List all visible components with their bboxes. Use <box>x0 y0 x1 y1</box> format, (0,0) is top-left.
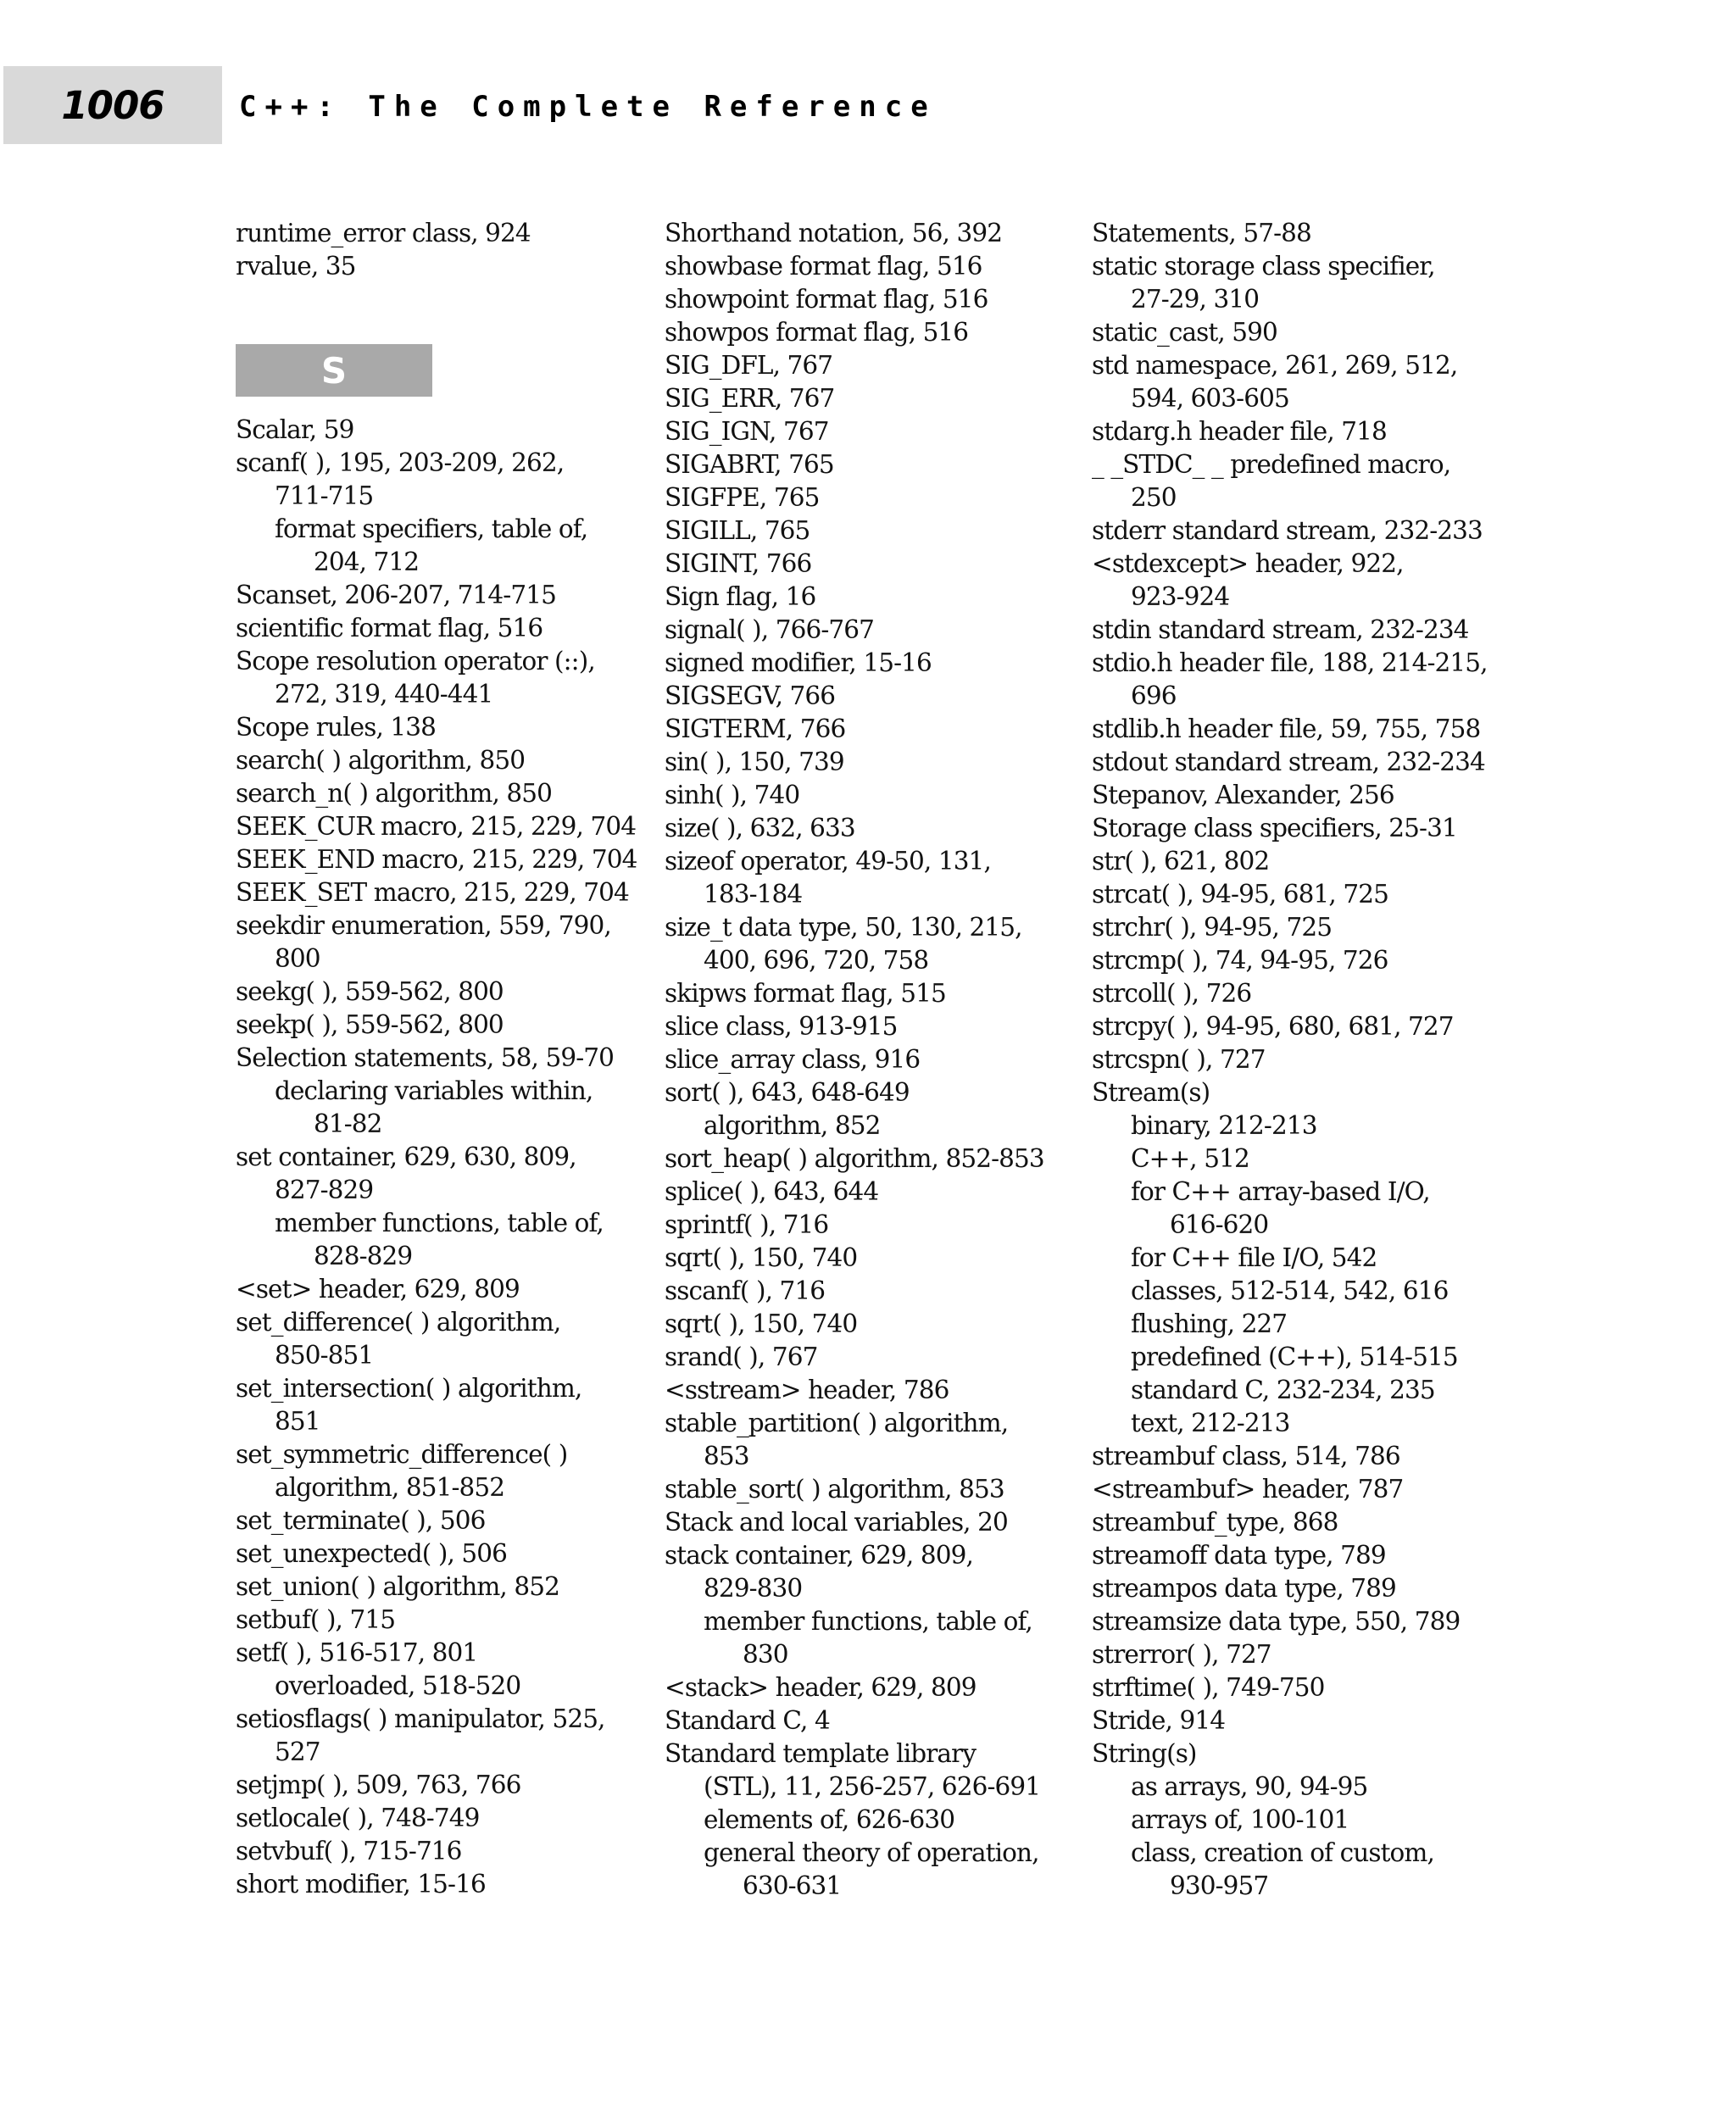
index-entry: sin( ), 150, 739 <box>665 748 844 776</box>
index-subentry: elements of, 626-630 <box>704 1805 955 1834</box>
index-entry: setlocale( ), 748-749 <box>236 1804 480 1832</box>
index-entry: seekp( ), 559-562, 800 <box>236 1010 504 1039</box>
index-entry: SEEK_CUR macro, 215, 229, 704 <box>236 812 637 841</box>
index-subentry: 850-851 <box>275 1341 374 1370</box>
index-entry: SIG_ERR, 767 <box>665 384 835 413</box>
index-entry: sort_heap( ) algorithm, 852-853 <box>665 1144 1044 1173</box>
index-entry: sqrt( ), 150, 740 <box>665 1243 858 1272</box>
running-head: C++: The Complete Reference <box>239 90 937 124</box>
index-entry: SIGFPE, 765 <box>665 483 820 512</box>
index-entry: Scalar, 59 <box>236 415 354 444</box>
index-subentry: 250 <box>1131 483 1177 512</box>
index-entry: SIGTERM, 766 <box>665 714 846 743</box>
index-subentry: 829-830 <box>704 1574 803 1603</box>
index-entry: slice class, 913-915 <box>665 1012 898 1041</box>
index-subentry: 27-29, 310 <box>1131 285 1260 314</box>
index-entry: Sign flag, 16 <box>665 582 816 611</box>
section-spacer <box>236 283 651 344</box>
index-entry: SEEK_SET macro, 215, 229, 704 <box>236 878 629 907</box>
index-subentry: predefined (C++), 514-515 <box>1131 1343 1458 1371</box>
index-subentry: 828-829 <box>314 1242 413 1270</box>
index-entry: Storage class specifiers, 25-31 <box>1092 814 1457 842</box>
index-entry: Stream(s) <box>1092 1078 1210 1107</box>
index-subentry: overloaded, 518-520 <box>275 1671 521 1700</box>
index-entry: sscanf( ), 716 <box>665 1276 826 1305</box>
index-column-1 <box>236 217 651 1901</box>
index-entry: scanf( ), 195, 203-209, 262, <box>236 448 565 477</box>
index-subentry: binary, 212-213 <box>1131 1111 1317 1140</box>
index-entry: slice_array class, 916 <box>665 1045 921 1074</box>
index-entry: set_intersection( ) algorithm, <box>236 1374 582 1403</box>
index-subentry: for C++ array-based I/O, <box>1131 1177 1430 1206</box>
index-column-2 <box>665 217 1080 1903</box>
index-entry: SIGILL, 765 <box>665 516 810 545</box>
index-entry: set container, 629, 630, 809, <box>236 1142 576 1171</box>
index-entry: static storage class specifier, <box>1092 252 1435 281</box>
index-entry: streamoff data type, 789 <box>1092 1541 1386 1570</box>
index-subentry: 830 <box>743 1640 788 1669</box>
index-entry: search( ) algorithm, 850 <box>236 746 526 775</box>
index-entry: stack container, 629, 809, <box>665 1541 973 1570</box>
section-letter-heading: S <box>236 344 432 397</box>
index-column-3 <box>1092 217 1507 1903</box>
index-entry: strerror( ), 727 <box>1092 1640 1271 1669</box>
index-entry: signal( ), 766-767 <box>665 615 875 644</box>
index-subentry: 923-924 <box>1131 582 1230 611</box>
index-subentry: 711-715 <box>275 481 374 510</box>
index-entry: streampos data type, 789 <box>1092 1574 1396 1603</box>
index-subentry: 527 <box>275 1737 320 1766</box>
index-entry: sort( ), 643, 648-649 <box>665 1078 910 1107</box>
index-subentry: algorithm, 851-852 <box>275 1473 505 1502</box>
index-entry: Scope rules, 138 <box>236 713 437 742</box>
index-entry: stderr standard stream, 232-233 <box>1092 516 1483 545</box>
index-entry: splice( ), 643, 644 <box>665 1177 879 1206</box>
index-entry: SIGABRT, 765 <box>665 450 834 479</box>
index-entry: _ _STDC_ _ predefined macro, <box>1092 450 1451 479</box>
index-subentry: 204, 712 <box>314 548 420 576</box>
index-entry: setjmp( ), 509, 763, 766 <box>236 1771 521 1799</box>
index-entry: SIG_DFL, 767 <box>665 351 833 380</box>
index-entry: <sstream> header, 786 <box>665 1376 949 1404</box>
index-entry: Standard template library <box>665 1739 976 1768</box>
index-subentry: general theory of operation, <box>704 1838 1039 1867</box>
index-entry: Selection statements, 58, 59-70 <box>236 1043 615 1072</box>
index-subentry: 800 <box>275 944 320 973</box>
index-entry: size( ), 632, 633 <box>665 814 855 842</box>
index-entry: search_n( ) algorithm, 850 <box>236 779 553 808</box>
index-subentry: C++, 512 <box>1131 1144 1249 1173</box>
index-subentry: algorithm, 852 <box>704 1111 881 1140</box>
index-entry: SEEK_END macro, 215, 229, 704 <box>236 845 637 874</box>
index-subentry: classes, 512-514, 542, 616 <box>1131 1276 1449 1305</box>
index-entry: set_union( ) algorithm, 852 <box>236 1572 559 1601</box>
index-entry: static_cast, 590 <box>1092 318 1277 347</box>
index-subentry: arrays of, 100-101 <box>1131 1805 1349 1834</box>
index-entry: SIGINT, 766 <box>665 549 812 578</box>
index-subentry: standard C, 232-234, 235 <box>1131 1376 1435 1404</box>
index-entry: rvalue, 35 <box>236 252 356 281</box>
index-subentry: 853 <box>704 1442 749 1470</box>
index-entry: stdin standard stream, 232-234 <box>1092 615 1469 644</box>
index-entry: sizeof operator, 49-50, 131, <box>665 847 991 876</box>
index-subentry: 930-957 <box>1170 1871 1269 1900</box>
index-entry: Shorthand notation, 56, 392 <box>665 219 1003 247</box>
page-number-tab <box>3 66 222 144</box>
index-entry: <streambuf> header, 787 <box>1092 1475 1404 1504</box>
index-entry: runtime_error class, 924 <box>236 219 531 247</box>
index-entry: stdarg.h header file, 718 <box>1092 417 1387 446</box>
index-subentry: flushing, 227 <box>1131 1309 1288 1338</box>
index-entry: showpoint format flag, 516 <box>665 285 988 314</box>
index-entry: setf( ), 516-517, 801 <box>236 1638 478 1667</box>
index-entry: scientific format flag, 516 <box>236 614 543 642</box>
index-entry: stdout standard stream, 232-234 <box>1092 748 1485 776</box>
index-entry: setiosflags( ) manipulator, 525, <box>236 1704 605 1733</box>
index-entry: strchr( ), 94-95, 725 <box>1092 913 1333 942</box>
index-subentry: class, creation of custom, <box>1131 1838 1434 1867</box>
index-entry: srand( ), 767 <box>665 1343 818 1371</box>
index-entry: showbase format flag, 516 <box>665 252 982 281</box>
index-entry: set_difference( ) algorithm, <box>236 1308 561 1337</box>
index-entry: stable_partition( ) algorithm, <box>665 1409 1009 1437</box>
index-subentry: 183-184 <box>704 880 803 909</box>
index-entry: setvbuf( ), 715-716 <box>236 1837 462 1865</box>
index-entry: Stride, 914 <box>1092 1706 1226 1735</box>
index-entry: Statements, 57-88 <box>1092 219 1311 247</box>
index-entry: std namespace, 261, 269, 512, <box>1092 351 1458 380</box>
page-number: 1006 <box>61 82 164 128</box>
index-subentry: 696 <box>1131 681 1177 710</box>
index-subentry: 272, 319, 440-441 <box>275 680 493 709</box>
index-entry: streambuf_type, 868 <box>1092 1508 1338 1537</box>
index-entry: set_symmetric_difference( ) <box>236 1440 568 1469</box>
index-entry: <stack> header, 629, 809 <box>665 1673 976 1702</box>
index-entry: String(s) <box>1092 1739 1197 1768</box>
index-entry: short modifier, 15-16 <box>236 1870 486 1899</box>
index-subentry: 827-829 <box>275 1176 374 1204</box>
index-subentry: 616-620 <box>1170 1210 1269 1239</box>
index-subentry: declaring variables within, <box>275 1076 593 1105</box>
index-entry: seekdir enumeration, 559, 790, <box>236 911 611 940</box>
index-entry: stable_sort( ) algorithm, 853 <box>665 1475 1004 1504</box>
index-entry: Standard C, 4 <box>665 1706 830 1735</box>
index-subentry: 400, 696, 720, 758 <box>704 946 929 975</box>
index-subentry: for C++ file I/O, 542 <box>1131 1243 1377 1272</box>
index-entry: streamsize data type, 550, 789 <box>1092 1607 1461 1636</box>
index-entry: signed modifier, 15-16 <box>665 648 932 677</box>
index-subentry: 630-631 <box>743 1871 842 1900</box>
index-entry: SIG_IGN, 767 <box>665 417 829 446</box>
index-entry: strcmp( ), 74, 94-95, 726 <box>1092 946 1388 975</box>
index-entry: Scanset, 206-207, 714-715 <box>236 581 556 609</box>
index-entry: size_t data type, 50, 130, 215, <box>665 913 1022 942</box>
index-entry: SIGSEGV, 766 <box>665 681 836 710</box>
index-entry: str( ), 621, 802 <box>1092 847 1270 876</box>
index-subentry: 81-82 <box>314 1109 382 1138</box>
index-subentry: member functions, table of, <box>704 1607 1032 1636</box>
index-subentry: 851 <box>275 1407 320 1436</box>
index-entry: Stack and local variables, 20 <box>665 1508 1008 1537</box>
index-entry: strftime( ), 749-750 <box>1092 1673 1325 1702</box>
index-entry: seekg( ), 559-562, 800 <box>236 977 504 1006</box>
index-entry: stdio.h header file, 188, 214-215, <box>1092 648 1488 677</box>
index-subentry: (STL), 11, 256-257, 626-691 <box>704 1772 1041 1801</box>
index-entry: sqrt( ), 150, 740 <box>665 1309 858 1338</box>
index-subentry: format specifiers, table of, <box>275 514 588 543</box>
index-subentry: member functions, table of, <box>275 1209 604 1237</box>
index-entry: strcat( ), 94-95, 681, 725 <box>1092 880 1388 909</box>
index-entry: sprintf( ), 716 <box>665 1210 829 1239</box>
index-entry: strcpy( ), 94-95, 680, 681, 727 <box>1092 1012 1454 1041</box>
index-entry: showpos format flag, 516 <box>665 318 969 347</box>
index-subentry: text, 212-213 <box>1131 1409 1290 1437</box>
index-entry: setbuf( ), 715 <box>236 1605 396 1634</box>
index-entry: stdlib.h header file, 59, 755, 758 <box>1092 714 1481 743</box>
index-entry: strcspn( ), 727 <box>1092 1045 1266 1074</box>
index-entry: Stepanov, Alexander, 256 <box>1092 781 1394 809</box>
index-entry: <stdexcept> header, 922, <box>1092 549 1404 578</box>
index-subentry: as arrays, 90, 94-95 <box>1131 1772 1368 1801</box>
index-subentry: 594, 603-605 <box>1131 384 1289 413</box>
index-entry: strcoll( ), 726 <box>1092 979 1252 1008</box>
index-entry: <set> header, 629, 809 <box>236 1275 520 1304</box>
index-entry: set_unexpected( ), 506 <box>236 1539 508 1568</box>
index-entry: sinh( ), 740 <box>665 781 800 809</box>
index-entry: Scope resolution operator (::), <box>236 647 595 675</box>
index-entry: set_terminate( ), 506 <box>236 1506 486 1535</box>
index-entry: streambuf class, 514, 786 <box>1092 1442 1400 1470</box>
index-entry: skipws format flag, 515 <box>665 979 946 1008</box>
